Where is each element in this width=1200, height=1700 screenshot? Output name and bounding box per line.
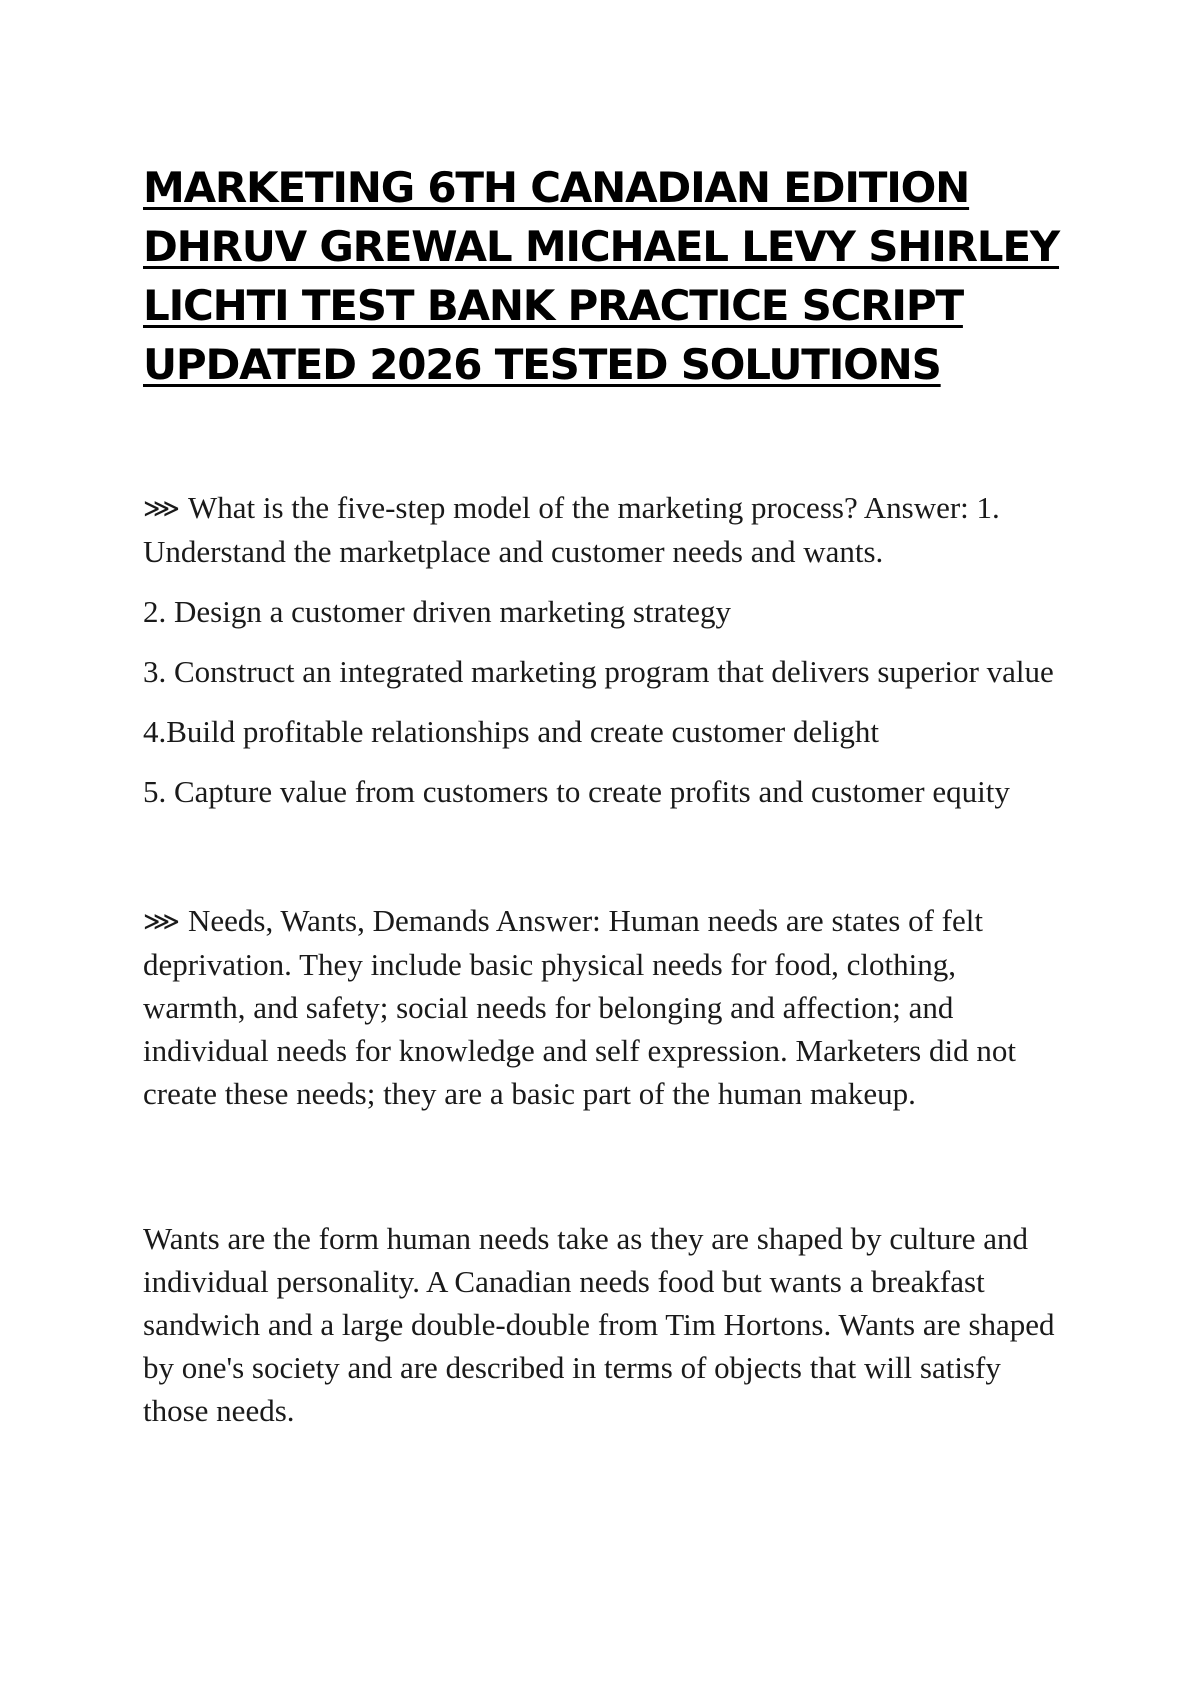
list-item: 4.Build profitable relationships and create customer delight: [143, 714, 880, 749]
question-needs-text: Needs, Wants, Demands Answer: Human needs are states of felt deprivation. They include basic physical needs for food, clothing, warmth, and safety; social needs for belonging and affection; and individual needs for knowledge and self expression. Marketers did not create these needs; they are a basic part of the human makeup.: [143, 903, 1016, 1111]
question-five-step-text: What is the five-step model of the marketing process? Answer: 1. Understand the marketplace and customer needs and wants.: [143, 490, 1000, 569]
wants-paragraph: Wants are the form human needs take as they are shaped by culture and individual personality. A Canadian needs food but wants a breakfast sandwich and a large double-double from Tim Hortons. Wants are shaped by one's society and are described in terms of objects that will satisfy those needs.: [143, 1221, 1055, 1428]
document-content: [143, 158, 1063, 1432]
question-text: [143, 486, 1063, 573]
double-right-arrow-icon: ⋙: [143, 907, 180, 936]
list-item: 3. Construct an integrated marketing program that delivers superior value: [143, 654, 1054, 689]
question-text: [143, 899, 1063, 1115]
list-item: 5. Capture value from customers to create profits and customer equity: [143, 774, 1010, 809]
question-needs-wants-demands: [143, 899, 1063, 1115]
wants-paragraph-block: [143, 1217, 1063, 1432]
double-right-arrow-icon: ⋙: [143, 494, 180, 523]
document-title: MARKETING 6TH CANADIAN EDITION DHRUV GREWAL MICHAEL LEVY SHIRLEY LICHTI TEST BANK PRACTICE SCRIPT UPDATED 2026 TESTED SOLUTIONS: [143, 163, 1060, 389]
list-item: 2. Design a customer driven marketing strategy: [143, 594, 731, 629]
question-five-step-model: [143, 486, 1063, 813]
